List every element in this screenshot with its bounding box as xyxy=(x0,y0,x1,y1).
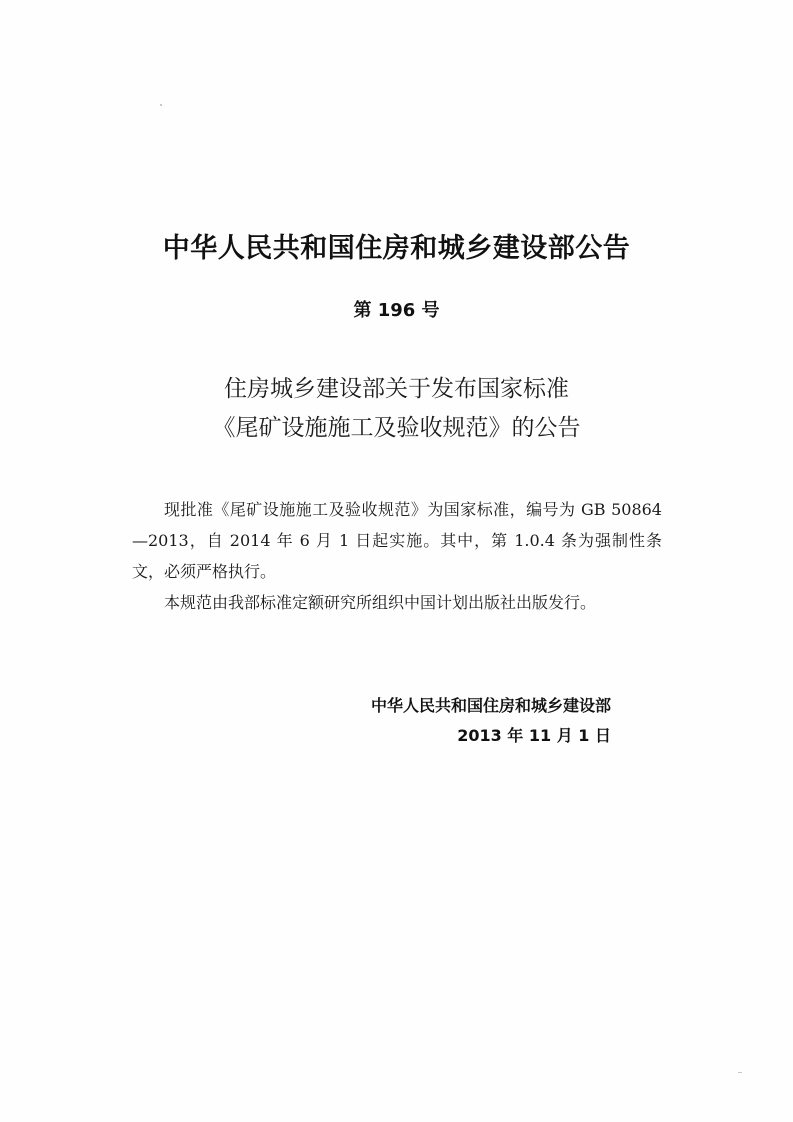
signature-block xyxy=(310,691,611,751)
scan-speck xyxy=(738,1072,742,1073)
announcement-subtitle xyxy=(0,370,793,448)
scan-speck xyxy=(160,104,162,106)
body-paragraph-1: 现批准《尾矿设施施工及验收规范》为国家标准，编号为 GB 50864—2013，自 2014 年 6 月 1 日起实施。其中，第 1.0.4 条为强制性条文，必须严格执行。 xyxy=(132,500,662,581)
subtitle-line-2: 《尾矿设施施工及验收规范》的公告 xyxy=(212,415,581,441)
body-paragraph-2: 本规范由我部标准定额研究所组织中国计划出版社出版发行。 xyxy=(164,593,597,612)
issuer-name: 中华人民共和国住房和城乡建设部 xyxy=(370,696,611,715)
announcement-number: 第 196 号 xyxy=(353,300,440,321)
issue-date: 2013 年 11 月 1 日 xyxy=(457,726,611,745)
announcement-title: 中华人民共和国住房和城乡建设部公告 xyxy=(162,233,631,264)
subtitle-line-1: 住房城乡建设部关于发布国家标准 xyxy=(224,376,569,402)
announcement-body xyxy=(132,494,662,618)
